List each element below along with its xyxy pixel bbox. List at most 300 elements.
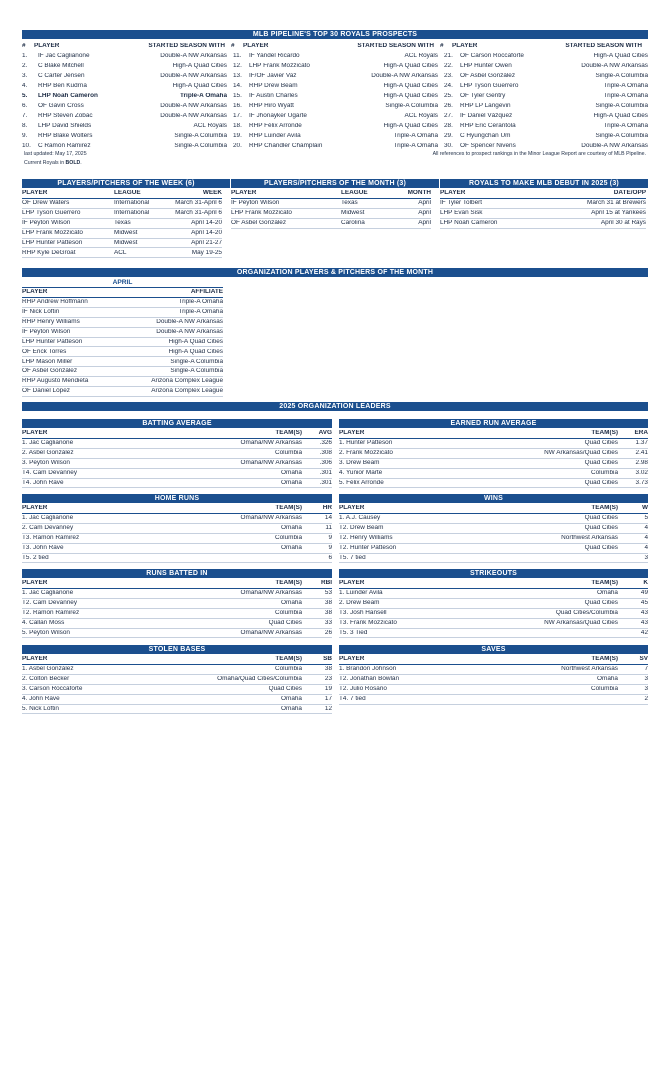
leader-row bbox=[22, 695, 332, 705]
prospect-name: RHP Eric Cerantola bbox=[460, 122, 516, 129]
week-title-bar: PLAYERS/PITCHERS OF THE WEEK (6) bbox=[22, 179, 230, 188]
prospect-name: IF Austin Charles bbox=[249, 92, 298, 99]
leader-player: T2. Cam Devanney bbox=[22, 600, 78, 607]
prospect-row bbox=[233, 131, 438, 141]
prospect-rank: 14. bbox=[233, 82, 242, 89]
top30-title-bar: MLB PIPELINE'S TOP 30 ROYALS PROSPECTS bbox=[22, 30, 648, 39]
prospect-rank: 16. bbox=[233, 102, 242, 109]
leader-player: 1. Asbel González bbox=[22, 666, 74, 673]
prospect-team: Single-A Columbia bbox=[385, 102, 438, 109]
week-cell: Midwest bbox=[114, 229, 138, 236]
prospect-name: RHP Steven Zobac bbox=[38, 112, 93, 119]
leader-stat: 3.02 bbox=[635, 469, 648, 476]
leader-table bbox=[22, 655, 332, 714]
prospect-row bbox=[22, 111, 227, 121]
prospect-name: RHP Drew Beam bbox=[249, 82, 298, 89]
leader-player: 3. Carson Roccaforte bbox=[22, 686, 83, 693]
org-month-cell: High-A Quad Cities bbox=[168, 348, 223, 355]
org-month-title-bar: ORGANIZATION PLAYERS & PITCHERS OF THE MONTH bbox=[22, 268, 648, 277]
leader-row bbox=[22, 619, 332, 629]
leader-row bbox=[22, 599, 332, 609]
leader-player: 3. Peyton Wilson bbox=[22, 460, 70, 467]
leader-team: Omaha bbox=[281, 469, 302, 476]
leader-stat: 49 bbox=[640, 590, 648, 597]
leader-row bbox=[339, 469, 648, 479]
stat-header: SB bbox=[323, 656, 332, 663]
prospect-row bbox=[233, 71, 438, 81]
started-header: STARTED SEASON WITH bbox=[565, 42, 642, 49]
leader-team: Omaha bbox=[281, 600, 302, 607]
prospect-rank: 18. bbox=[233, 122, 242, 129]
leader-row bbox=[22, 469, 332, 479]
prospect-team: Double-A NW Arkansas bbox=[160, 52, 227, 59]
org-month-cell: OF Erick Torres bbox=[22, 348, 67, 355]
prospect-team: High-A Quad Cities bbox=[172, 82, 227, 89]
team-header: TEAM(S) bbox=[275, 430, 302, 437]
prospect-name: IF Daniel Vázquez bbox=[460, 112, 513, 119]
leader-player: T3. Ramón Ramirez bbox=[22, 535, 80, 542]
leader-stat: 6 bbox=[328, 554, 332, 561]
prospect-row bbox=[444, 81, 648, 91]
month-col-header: PLAYER bbox=[231, 190, 257, 197]
leader-player: 1. Jac Caglianone bbox=[22, 590, 74, 597]
debut-col-header: PLAYER bbox=[440, 190, 466, 197]
prospect-rank: 15. bbox=[233, 92, 242, 99]
prospect-team: ACL Royals bbox=[404, 112, 438, 119]
prospect-row bbox=[233, 121, 438, 131]
prospect-team: Single-A Columbia bbox=[595, 102, 649, 109]
org-month-header bbox=[22, 288, 223, 298]
week-cell: RHP Kyle DeGroat bbox=[22, 249, 76, 256]
org-month-row bbox=[22, 318, 223, 328]
leader-row bbox=[22, 675, 332, 685]
leader-header bbox=[339, 579, 648, 589]
prospect-name: RHP LP Langevin bbox=[460, 102, 511, 109]
prospect-name: C Ramón Ramirez bbox=[38, 142, 91, 149]
org-month-cell: IF Peyton Wilson bbox=[22, 328, 71, 335]
prospect-rank: 21. bbox=[444, 52, 453, 59]
prospect-rank: 13. bbox=[233, 72, 242, 79]
leader-table bbox=[339, 429, 648, 488]
week-cell: April 14-20 bbox=[191, 229, 222, 236]
leader-team: Omaha/NW Arkansas bbox=[240, 629, 302, 636]
org-month-cell: Arizona Complex League bbox=[151, 388, 223, 395]
stat-header: W bbox=[641, 505, 648, 512]
org-month-row bbox=[22, 357, 223, 367]
org-month-cell: OF Asbel González bbox=[22, 368, 78, 375]
leader-row bbox=[339, 439, 648, 449]
leader-table bbox=[22, 504, 332, 563]
leader-title-w: WINS bbox=[339, 494, 648, 503]
week-cell: LHP Tyson Guerrero bbox=[22, 210, 81, 217]
week-col-header: LEAGUE bbox=[114, 190, 141, 197]
player-header: PLAYER bbox=[34, 42, 60, 49]
current-bold-word: BOLD bbox=[65, 160, 81, 166]
top30-list bbox=[22, 51, 648, 151]
org-month-cell: LHP Hunter Patteson bbox=[22, 338, 83, 345]
stat-header: K bbox=[643, 580, 648, 587]
month-cell: April bbox=[418, 200, 431, 207]
org-month-row bbox=[22, 328, 223, 338]
leader-table bbox=[339, 579, 648, 638]
leader-team: Quad Cities bbox=[268, 686, 302, 693]
current-suffix: . bbox=[80, 160, 82, 166]
prospect-name: LHP Hunter Owen bbox=[460, 62, 512, 69]
month-cell: April bbox=[418, 220, 431, 227]
prospect-row bbox=[22, 61, 227, 71]
week-cell: April 14-20 bbox=[191, 220, 222, 227]
prospect-rank: 17. bbox=[233, 112, 242, 119]
prospect-team: High-A Quad Cities bbox=[593, 52, 649, 59]
leader-title-k: STRIKEOUTS bbox=[339, 569, 648, 578]
week-cell: March 31-April 6 bbox=[175, 210, 222, 217]
leader-table bbox=[339, 504, 648, 563]
leader-player: 5. Félix Arronde bbox=[339, 479, 384, 486]
prospect-name: IF/OF Javier Vaz bbox=[249, 72, 297, 79]
org-month-cell: OF Daniel López bbox=[22, 388, 70, 395]
leader-stat: 42 bbox=[640, 629, 648, 636]
week-cell: April 21-27 bbox=[191, 239, 222, 246]
leader-stat: .306 bbox=[319, 460, 332, 467]
leader-row bbox=[22, 524, 332, 534]
org-month-cell: RHP Henry Williams bbox=[22, 319, 80, 326]
week-cell: International bbox=[114, 200, 150, 207]
prospect-row bbox=[444, 121, 648, 131]
leader-row bbox=[22, 629, 332, 639]
leader-row bbox=[22, 609, 332, 619]
top30-group bbox=[444, 51, 648, 151]
leader-player: T5. 7 tied bbox=[339, 554, 366, 561]
team-header: TEAM(S) bbox=[275, 505, 302, 512]
prospect-name: IF Jac Caglianone bbox=[38, 52, 90, 59]
prospect-rank: 7. bbox=[22, 112, 28, 119]
leader-stat: 9 bbox=[328, 544, 332, 551]
prospect-rank: 1. bbox=[22, 52, 28, 59]
prospect-rank: 29. bbox=[444, 132, 453, 139]
leader-team: Omaha/Quad Cities/Columbia bbox=[217, 676, 302, 683]
leader-team: Omaha bbox=[597, 590, 618, 597]
leader-team: Omaha/NW Arkansas bbox=[240, 590, 302, 597]
leader-title-sv: SAVES bbox=[339, 645, 648, 654]
leader-stat: 11 bbox=[325, 525, 332, 532]
org-month-row bbox=[22, 367, 223, 377]
prospect-rank: 2. bbox=[22, 62, 28, 69]
leader-row bbox=[339, 459, 648, 469]
month-header bbox=[231, 189, 431, 199]
stat-header: ERA bbox=[634, 430, 648, 437]
leader-row bbox=[339, 619, 648, 629]
prospect-row bbox=[444, 101, 648, 111]
started-header: STARTED SEASON WITH bbox=[357, 42, 434, 49]
leader-row bbox=[339, 514, 648, 524]
players-of-month-table bbox=[231, 189, 431, 229]
month-cell: April bbox=[418, 210, 431, 217]
debut-cell: April 30 at Rays bbox=[600, 220, 646, 227]
leader-player: 4. Callan Moss bbox=[22, 619, 65, 626]
leader-row bbox=[339, 695, 648, 705]
leader-team: Columbia bbox=[275, 450, 302, 457]
leader-team: Quad Cities bbox=[584, 525, 618, 532]
org-month-row bbox=[22, 347, 223, 357]
leader-team: Quad Cities bbox=[584, 515, 618, 522]
leader-header bbox=[22, 429, 332, 439]
debut-title-bar: ROYALS TO MAKE MLB DEBUT IN 2025 (3) bbox=[440, 179, 648, 188]
prospect-team: Double-A NW Arkansas bbox=[160, 72, 227, 79]
leader-stat: 1.37 bbox=[635, 440, 648, 447]
leader-stat: 4 bbox=[644, 544, 648, 551]
leader-team: Omaha bbox=[597, 676, 618, 683]
month-cell: IF Peyton Wilson bbox=[231, 200, 280, 207]
week-cell: LHP Frank Mozzicato bbox=[22, 229, 83, 236]
org-month-col-header: PLAYER bbox=[22, 289, 48, 296]
prospect-team: High-A Quad Cities bbox=[383, 122, 438, 129]
leader-row bbox=[339, 534, 648, 544]
leader-stat: 9 bbox=[328, 535, 332, 542]
debut-cell: IF Tyler Tolbert bbox=[440, 200, 483, 207]
top30-header bbox=[22, 41, 648, 51]
org-month-cell: Arizona Complex League bbox=[151, 378, 223, 385]
prospect-name: LHP Noah Cameron bbox=[38, 92, 98, 99]
prospect-row bbox=[444, 141, 648, 151]
prospect-name: RHP Chandler Champlain bbox=[249, 142, 323, 149]
week-row bbox=[22, 239, 222, 249]
leader-row bbox=[339, 589, 648, 599]
prospect-row bbox=[233, 111, 438, 121]
prospect-team: Triple-A Omaha bbox=[603, 122, 649, 129]
leader-player: 1. A.J. Causey bbox=[339, 515, 381, 522]
org-month-cell: Double-A NW Arkansas bbox=[156, 328, 223, 335]
week-cell: May 19-25 bbox=[191, 249, 222, 256]
leader-team: Omaha bbox=[281, 544, 302, 551]
leader-header bbox=[22, 504, 332, 514]
leader-row bbox=[339, 544, 648, 554]
player-header: PLAYER bbox=[22, 656, 48, 663]
leader-player: 5. Peyton Wilson bbox=[22, 629, 70, 636]
leader-row bbox=[22, 544, 332, 554]
leader-stat: 3 bbox=[644, 676, 648, 683]
org-month-cell: Double-A NW Arkansas bbox=[156, 319, 223, 326]
leader-player: 1. Brandon Johnson bbox=[339, 666, 397, 673]
leader-team: NW Arkansas/Quad Cities bbox=[544, 450, 618, 457]
players-of-week-table bbox=[22, 189, 222, 258]
week-cell: International bbox=[114, 210, 150, 217]
debut-col-header: DATE/OPP bbox=[613, 190, 646, 197]
debut-cell: March 31 at Brewers bbox=[587, 200, 646, 207]
leader-stat: 19 bbox=[324, 686, 332, 693]
leader-stat: .301 bbox=[319, 469, 332, 476]
team-header: TEAM(S) bbox=[275, 656, 302, 663]
prospect-team: Single-A Columbia bbox=[174, 142, 227, 149]
prospect-rank: 9. bbox=[22, 132, 28, 139]
leader-row bbox=[339, 479, 648, 489]
leader-team: Omaha bbox=[281, 479, 302, 486]
leader-stat: 7 bbox=[644, 666, 648, 673]
prospect-name: LHP Tyson Guerrero bbox=[460, 82, 519, 89]
debut-cell: April 15 at Yankees bbox=[591, 210, 646, 217]
leader-stat: 38 bbox=[324, 666, 332, 673]
leader-row bbox=[22, 685, 332, 695]
leader-player: T3. John Rave bbox=[22, 544, 64, 551]
leader-team: Columbia bbox=[275, 666, 302, 673]
prospect-team: High-A Quad Cities bbox=[383, 92, 438, 99]
prospect-name: OF Carson Roccaforte bbox=[460, 52, 524, 59]
leader-player: T4. John Rave bbox=[22, 479, 64, 486]
leader-team: Quad Cities bbox=[584, 544, 618, 551]
leader-team: Omaha bbox=[281, 705, 302, 712]
prospect-row bbox=[22, 121, 227, 131]
team-header: TEAM(S) bbox=[591, 656, 618, 663]
prospect-team: High-A Quad Cities bbox=[593, 112, 649, 119]
month-title-bar: PLAYERS/PITCHERS OF THE MONTH (3) bbox=[231, 179, 439, 188]
stat-header: SV bbox=[639, 656, 648, 663]
leader-row bbox=[22, 514, 332, 524]
org-month-cell: Triple-A Omaha bbox=[178, 299, 223, 306]
leader-stat: 33 bbox=[324, 619, 332, 626]
leader-player: T3. Josh Hansell bbox=[339, 610, 387, 617]
leader-player: T2. Ramón Ramirez bbox=[22, 610, 80, 617]
player-header: PLAYER bbox=[339, 656, 365, 663]
leader-stat: 2.98 bbox=[635, 460, 648, 467]
org-month-cell: IF Nick Loftin bbox=[22, 309, 60, 316]
player-header: PLAYER bbox=[243, 42, 269, 49]
leader-title-rbi: RUNS BATTED IN bbox=[22, 569, 332, 578]
week-cell: March 31-April 6 bbox=[175, 200, 222, 207]
week-col-header: PLAYER bbox=[22, 190, 48, 197]
leader-team: Quad Cities bbox=[584, 440, 618, 447]
stat-header: RBI bbox=[320, 580, 332, 587]
leader-row bbox=[339, 609, 648, 619]
leader-row bbox=[339, 675, 648, 685]
leader-stat: .326 bbox=[319, 440, 332, 447]
org-month-row bbox=[22, 377, 223, 387]
player-header: PLAYER bbox=[22, 505, 48, 512]
leader-team: Northwest Arkansas bbox=[561, 666, 618, 673]
team-header: TEAM(S) bbox=[591, 505, 618, 512]
org-month-row bbox=[22, 338, 223, 348]
prospect-row bbox=[22, 81, 227, 91]
leader-player: T2. Julio Rosario bbox=[339, 686, 387, 693]
prospect-row bbox=[22, 131, 227, 141]
org-month-col-header: AFFILIATE bbox=[190, 289, 223, 296]
leader-stat: 3.73 bbox=[635, 479, 648, 486]
org-month-cell: RHP Augusto Mendieta bbox=[22, 378, 89, 385]
prospect-name: RHP Félix Arronde bbox=[249, 122, 302, 129]
leader-player: T5. 3 Tied bbox=[339, 629, 368, 636]
leader-player: 1. Jac Caglianone bbox=[22, 440, 74, 447]
leader-player: 2. Colton Becker bbox=[22, 676, 70, 683]
prospect-rank: 20. bbox=[233, 142, 242, 149]
prospect-name: C Blake Mitchell bbox=[38, 62, 84, 69]
prospect-name: RHP Blake Wolters bbox=[38, 132, 93, 139]
leader-row bbox=[339, 629, 648, 639]
leader-row bbox=[339, 599, 648, 609]
top30-columns bbox=[22, 41, 648, 151]
leader-team: Columbia bbox=[275, 610, 302, 617]
prospect-rank: 28. bbox=[444, 122, 453, 129]
top30-group bbox=[22, 51, 227, 151]
week-row bbox=[22, 248, 222, 258]
prospect-rank: 11. bbox=[233, 52, 242, 59]
prospect-team: Double-A NW Arkansas bbox=[160, 112, 227, 119]
prospect-row bbox=[233, 101, 438, 111]
org-month-cell: Single-A Columbia bbox=[170, 368, 223, 375]
month-row bbox=[231, 199, 431, 209]
leader-stat: 5 bbox=[644, 515, 648, 522]
leader-table bbox=[22, 579, 332, 638]
prospect-row bbox=[444, 71, 648, 81]
player-header: PLAYER bbox=[22, 430, 48, 437]
prospect-rank: 3. bbox=[22, 72, 28, 79]
leader-player: 1. Hunter Patteson bbox=[339, 440, 393, 447]
pipeline-reference-note: All references to prospect rankings in the Minor League Report are courtesy of MLB Pipeline. bbox=[432, 151, 646, 157]
leader-stat: 43 bbox=[640, 619, 648, 626]
prospect-team: Triple-A Omaha bbox=[393, 132, 438, 139]
prospect-row bbox=[233, 51, 438, 61]
prospect-rank: 19. bbox=[233, 132, 242, 139]
leader-title-hr: HOME RUNS bbox=[22, 494, 332, 503]
prospect-team: High-A Quad Cities bbox=[172, 62, 227, 69]
leader-team: Columbia bbox=[591, 469, 618, 476]
prospect-name: LHP David Shields bbox=[38, 122, 92, 129]
current-prefix: Current Royals in bbox=[24, 160, 65, 166]
team-header: TEAM(S) bbox=[591, 430, 618, 437]
leader-row bbox=[22, 439, 332, 449]
prospect-rank: 12. bbox=[233, 62, 242, 69]
week-header bbox=[22, 189, 222, 199]
month-col-header: MONTH bbox=[407, 190, 431, 197]
leader-team: Columbia bbox=[591, 686, 618, 693]
player-header: PLAYER bbox=[22, 580, 48, 587]
prospect-row bbox=[444, 61, 648, 71]
leader-row bbox=[339, 449, 648, 459]
rank-header: # bbox=[22, 42, 26, 49]
leader-player: 1. Jac Caglianone bbox=[22, 515, 74, 522]
leader-player: T2. Jonathan Bowlan bbox=[339, 676, 400, 683]
org-month-table bbox=[22, 288, 223, 397]
leader-player: T2. Drew Beam bbox=[339, 525, 384, 532]
prospect-row bbox=[444, 51, 648, 61]
prospect-row bbox=[22, 51, 227, 61]
prospect-name: RHP Hiro Wyatt bbox=[249, 102, 294, 109]
leader-stat: 2.41 bbox=[635, 450, 648, 457]
prospect-name: OF Spencer Nivens bbox=[460, 142, 516, 149]
prospect-team: Double-A NW Arkansas bbox=[581, 142, 649, 149]
player-header: PLAYER bbox=[452, 42, 478, 49]
leader-row bbox=[339, 554, 648, 564]
prospect-team: High-A Quad Cities bbox=[383, 82, 438, 89]
week-cell: OF Drew Waters bbox=[22, 200, 70, 207]
prospect-team: High-A Quad Cities bbox=[383, 62, 438, 69]
prospect-name: OF Tyler Gentry bbox=[460, 92, 506, 99]
leader-stat: 17 bbox=[324, 695, 332, 702]
leader-stat: 3 bbox=[644, 554, 648, 561]
week-col-header: WEEK bbox=[202, 190, 222, 197]
prospect-row bbox=[22, 91, 227, 101]
leader-stat: 14 bbox=[324, 515, 332, 522]
month-cell: OF Asbel González bbox=[231, 220, 287, 227]
month-row bbox=[231, 209, 431, 219]
prospect-row bbox=[233, 91, 438, 101]
org-month-row bbox=[22, 387, 223, 397]
week-cell: ACL bbox=[114, 249, 127, 256]
leader-table bbox=[339, 655, 648, 705]
leader-player: 2. Cam Devanney bbox=[22, 525, 74, 532]
leader-stat: 12 bbox=[324, 705, 332, 712]
prospect-row bbox=[444, 91, 648, 101]
week-row bbox=[22, 219, 222, 229]
prospect-rank: 5. bbox=[22, 92, 28, 99]
leader-row bbox=[339, 524, 648, 534]
